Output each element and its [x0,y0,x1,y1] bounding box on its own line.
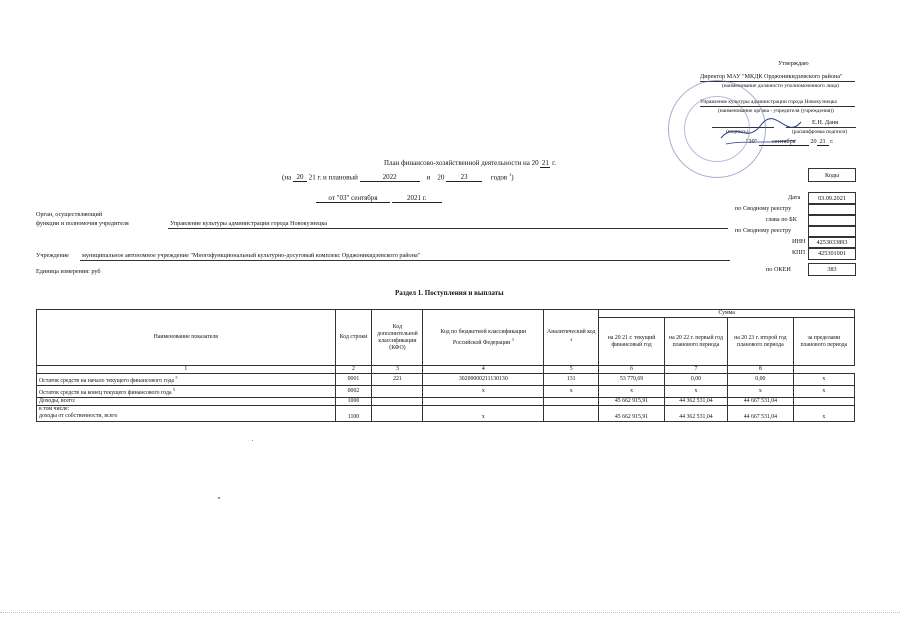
organ-label-2: функции и полномочия учредителя [36,220,129,227]
codes-inn-value: 4253033893 [808,236,856,249]
row-code: 0001 [335,374,372,386]
codes-okei-label: по ОКЕИ [766,266,791,273]
codes-kpp-label: КПП [792,249,806,256]
row-sum-3: 44 667 531,04 [728,405,793,421]
row-sum-3: x [728,385,793,397]
header-analytic: Аналитический код $^4$ [544,310,599,366]
row-bk [423,397,544,405]
organ-value: Управление культуры администрации города Новокузнецка [170,220,328,227]
header-sum-beyond: за пределами планового периода [793,318,854,366]
row-bk: 30200000211130130 [423,374,544,386]
row-sum-2: 0,00 [664,374,727,386]
codes-bk-label: глава по БК [766,216,797,223]
codes-inn-label: ИНН [792,238,806,245]
row-sum-4: x [793,374,854,386]
table-row [37,385,855,397]
receipts-payments-table [36,309,855,422]
approval-title: Утверждаю [778,60,809,67]
plan-years: (на 20 21 г. и плановый 2022 и 20 23 годов $^1$) [282,172,514,182]
row-sum-4: x [793,405,854,421]
row-name: в том числе: доходы от собственности, всего [37,405,336,421]
organ-label: Орган, осуществляющий [36,211,103,218]
header-sum: Сумма [599,310,855,318]
row-sum-3: 0,00 [728,374,793,386]
header-code: Код строки [335,310,372,366]
row-code: 1000 [335,397,372,405]
row-name: Остаток средств на начало текущего финансового года $^5$ [37,374,336,386]
row-sum-1: 53 770,69 [599,374,664,386]
approval-sign-caption: (подпись) [726,129,749,135]
col-num: 6 [599,366,664,374]
codes-date-label: Дата [788,194,801,201]
row-sum-2: 44 362 531,04 [664,405,727,421]
row-kfo [372,397,423,405]
section-title: Раздел 1. Поступления и выплаты [395,289,504,297]
row-sum-1: 45 662 915,91 [599,405,664,421]
scan-speck [218,497,220,499]
col-num: 3 [372,366,423,374]
header-kfo: Код дополнительной классификации (КФО) [372,310,423,366]
header-sum-second: на 20 23 г. второй год планового периода [728,318,793,366]
col-num: 4 [423,366,544,374]
institution-label: Учреждение [36,252,69,259]
row-name: Остаток средств на конец текущего финансового года $^5$ [37,385,336,397]
header-bk: Код по бюджетной классификации Российской Федерации $^3$ [423,310,544,366]
row-sum-2: 44 362 531,04 [664,397,727,405]
scan-speck [252,440,253,441]
row-sum-4 [793,397,854,405]
approval-name-caption: (расшифровка подписи) [792,129,848,135]
codes-date-value: 03.09.2021 [808,192,856,205]
header-sum-current: на 20 21 г. текущий финансовый год [599,318,664,366]
row-analytic: 131 [544,374,599,386]
codes-okei-value: 383 [808,263,856,276]
col-num: 8 [728,366,793,374]
row-name: Доходы, всего: [37,397,336,405]
col-num: 5 [544,366,599,374]
col-num: 1 [37,366,336,374]
approval-director: Директор МАУ "МКДК Орджоникидзевского района" [700,73,843,80]
plan-date: от "03" сентября 2021 г. [316,194,442,203]
codes-header: Коды [808,168,856,182]
header-sum-first: на 20 22 г. первый год планового периода [664,318,727,366]
row-kfo [372,405,423,421]
row-kfo: 221 [372,374,423,386]
col-num: 2 [335,366,372,374]
col-num: 7 [664,366,727,374]
plan-title: План финансово-хозяйственной деятельности на 20 21 г. [384,159,556,167]
approval-name: Е.Н. Дани [812,119,839,126]
row-analytic [544,405,599,421]
row-bk: x [423,385,544,397]
row-sum-2: x [664,385,727,397]
unit-label: Единица измерения: руб [36,268,101,275]
row-sum-3: 44 667 531,04 [728,397,793,405]
approval-dept-caption: (наименование органа - учредителя (учреждения)) [718,108,834,114]
scan-edge [0,612,900,613]
table-row [37,374,855,386]
row-analytic: x [544,385,599,397]
approval-date: "30" сентября 20 21 г. [746,138,834,145]
codes-svod1-label: по Сводному реестру [735,205,792,212]
row-kfo [372,385,423,397]
table-row [37,397,855,405]
row-sum-1: 45 662 915,91 [599,397,664,405]
approval-dept: Управление культуры администрации города Новокузнецка [700,99,837,105]
codes-svod2-label: по Сводному реестру [735,227,792,234]
row-bk: x [423,405,544,421]
table-row [37,405,855,421]
signature-mark [716,110,806,150]
institution-value: муниципальное автономное учреждение "Многофункциональный культурно-досуговый комплекс Орджоникидзевского района" [82,252,421,259]
row-code: 0002 [335,385,372,397]
row-sum-1: x [599,385,664,397]
header-name: Наименование показателя [37,310,336,366]
column-numbers-row [37,366,855,374]
codes-kpp-value: 425301001 [808,247,856,260]
row-sum-4: x [793,385,854,397]
approval-director-caption: (наименование должности уполномоченного лица) [722,83,839,89]
row-analytic [544,397,599,405]
row-code: 1100 [335,405,372,421]
